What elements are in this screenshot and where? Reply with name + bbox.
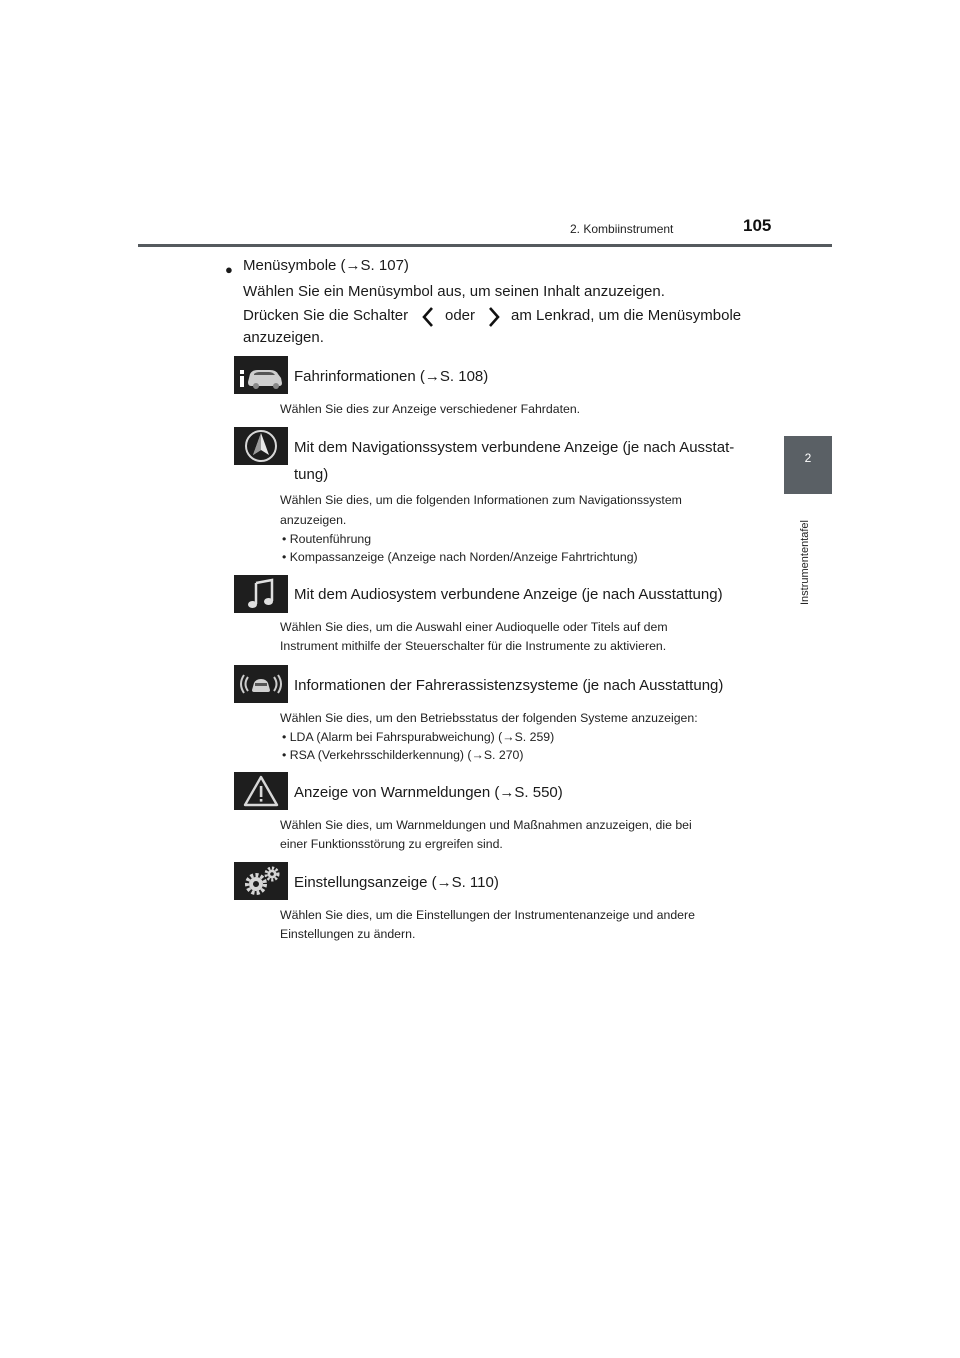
item-desc: anzuzeigen. <box>280 513 347 527</box>
gears-icon <box>234 862 288 900</box>
car-info-icon <box>234 356 288 394</box>
intro-heading <box>243 257 409 274</box>
section-title: 2. Kombiinstrument <box>570 222 674 236</box>
item-title: Einstellungsanzeige (→S. 110) <box>294 874 499 891</box>
item-title: Mit dem Audiosystem verbundene Anzeige (je nach Ausstattung) <box>294 586 723 603</box>
chevron-right-icon <box>487 306 501 328</box>
intro-heading-ref: →S. 107) <box>345 257 409 274</box>
navigation-icon <box>234 427 288 465</box>
item-title: Fahrinformationen (→S. 108) <box>294 368 489 385</box>
item-desc: Wählen Sie dies zur Anzeige verschiedener Fahrdaten. <box>280 402 581 416</box>
item-desc: Wählen Sie dies, um Warnmeldungen und Maßnahmen anzuzeigen, die bei <box>280 818 692 832</box>
item-desc: Instrument mithilfe der Steuerschalter für die Instrumente zu aktivieren. <box>280 639 667 653</box>
bullet-dot: ● <box>225 262 233 277</box>
item-desc: Wählen Sie dies, um die Auswahl einer Audioquelle oder Titels auf dem <box>280 620 668 634</box>
intro-line-2b: oder <box>445 307 476 324</box>
intro-heading-text: Menüsymbole ( <box>243 257 346 274</box>
item-desc: Wählen Sie dies, um die Einstellungen der Instrumentenanzeige und andere <box>280 908 695 922</box>
item-title: Anzeige von Warnmeldungen (→S. 550) <box>294 784 563 801</box>
chevron-left-icon <box>421 306 435 328</box>
intro-line-3: anzuzeigen. <box>243 329 324 346</box>
list-item: • Kompassanzeige (Anzeige nach Norden/Anzeige Fahrtrichtung) <box>282 550 638 564</box>
item-desc: Einstellungen zu ändern. <box>280 927 416 941</box>
intro-line-2a: Drücken Sie die Schalter <box>243 307 409 324</box>
intro-line-1: Wählen Sie ein Menüsymbol aus, um seinen Inhalt anzuzeigen. <box>243 283 665 300</box>
list-item: • LDA (Alarm bei Fahrspurabweichung) (→S. 259) <box>282 730 555 744</box>
driver-assist-icon <box>234 665 288 703</box>
page-number: 105 <box>743 216 772 235</box>
list-item: • Routenführung <box>282 532 372 546</box>
item-desc: einer Funktionsstörung zu ergreifen sind. <box>280 837 503 851</box>
chapter-label <box>799 505 815 605</box>
list-item: • RSA (Verkehrsschilderkennung) (→S. 270) <box>282 748 524 762</box>
item-title: Mit dem Navigationssystem verbundene Anzeige (je nach Ausstat- <box>294 439 735 456</box>
item-title: Informationen der Fahrerassistenzsysteme (je nach Ausstattung) <box>294 677 724 694</box>
chapter-tab: 2 <box>784 436 832 494</box>
music-note-icon <box>234 575 288 613</box>
item-desc: Wählen Sie dies, um den Betriebsstatus der folgenden Systeme anzuzeigen: <box>280 711 698 725</box>
intro-line-2c: am Lenkrad, um die Menüsymbole <box>511 307 742 324</box>
item-desc: Wählen Sie dies, um die folgenden Informationen zum Navigationssystem <box>280 493 682 507</box>
header-divider <box>138 244 832 247</box>
warning-icon <box>234 772 288 810</box>
item-title-continued: tung) <box>294 466 329 483</box>
chapter-title: Instrumententafel <box>799 520 811 605</box>
